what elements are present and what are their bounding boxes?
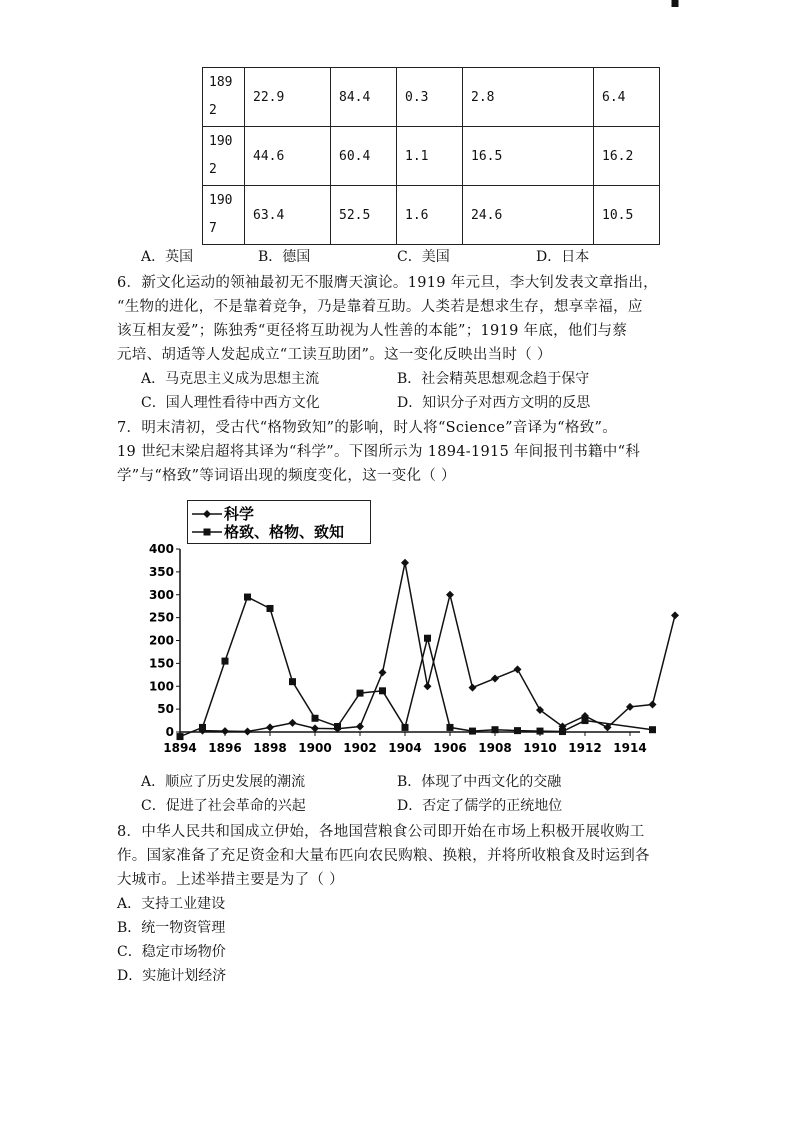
data-point-square (582, 717, 589, 724)
table-cell: 1.1 (397, 127, 463, 186)
data-point-square (649, 726, 656, 733)
data-point-diamond (379, 669, 387, 677)
data-point-diamond (221, 727, 229, 735)
data-point-square (402, 724, 409, 731)
q6-stem-line4: 元培、胡适等人发起成立“工读互助团”。这一变化反映出当时（ ） (117, 347, 552, 363)
table-cell: 63.4 (245, 186, 331, 245)
data-point-diamond (356, 723, 364, 731)
data-point-square (379, 687, 386, 694)
table-cell: 190 7 (203, 186, 245, 245)
series-line-1 (203, 563, 676, 732)
data-point-diamond (289, 719, 297, 727)
table-cell: 60.4 (331, 127, 397, 186)
data-point-diamond (491, 674, 499, 682)
y-tick-label: 200 (148, 633, 174, 648)
data-point-square (289, 678, 296, 685)
data-point-square (267, 605, 274, 612)
data-point-square (199, 724, 206, 731)
table-cell: 189 2 (203, 68, 245, 127)
q8-option-b[interactable]: B．统一物资管理 (117, 920, 226, 936)
data-point-square (514, 727, 521, 734)
q7-option-d[interactable]: D．否定了儒学的正统地位 (397, 798, 563, 814)
data-point-square (537, 728, 544, 735)
data-point-diamond (311, 724, 319, 732)
q8-option-a[interactable]: A．支持工业建设 (117, 896, 226, 912)
data-point-square (244, 594, 251, 601)
data-point-square (334, 723, 341, 730)
table-cell: 52.5 (331, 186, 397, 245)
x-tick-label: 1896 (208, 741, 242, 755)
q5-option-b[interactable]: B．德国 (258, 249, 311, 265)
data-point-square (469, 728, 476, 735)
data-point-square (492, 726, 499, 733)
q6-stem-line1: 6．新文化运动的领袖最初无不服膺天演论。1919 年元旦，李大钊发表文章指出， (117, 275, 658, 291)
x-tick-label: 1910 (523, 741, 557, 755)
data-point-diamond (424, 682, 432, 690)
q6-option-a[interactable]: A．马克思主义成为思想主流 (141, 371, 320, 387)
y-tick-label: 100 (148, 679, 174, 694)
x-tick-label: 1906 (433, 741, 467, 755)
table-cell: 84.4 (331, 68, 397, 127)
y-tick-label: 350 (148, 564, 174, 579)
table-cell: 44.6 (245, 127, 331, 186)
x-tick-label: 1912 (568, 741, 602, 755)
data-point-square (447, 724, 454, 731)
q5-option-c[interactable]: C．美国 (397, 249, 450, 265)
data-point-square (559, 728, 566, 735)
data-point-diamond (244, 728, 252, 736)
x-tick-label: 1908 (478, 741, 512, 755)
data-point-square (672, 0, 679, 7)
q6-option-c[interactable]: C．国人理性看待中西方文化 (141, 395, 320, 411)
table-cell: 6.4 (594, 68, 660, 127)
q8-stem-line1: 8．中华人民共和国成立伊始，各地国营粮食公司即开始在市场上积极开展收购工 (117, 824, 645, 840)
table-cell: 2.8 (463, 68, 594, 127)
table-cell: 22.9 (245, 68, 331, 127)
q7-stem-line1: 7．明末清初，受古代“格物致知”的影响，时人将“Science”音译为“格致”。 (117, 420, 618, 436)
q5-option-d[interactable]: D．日本 (536, 249, 590, 265)
q6-option-d[interactable]: D．知识分子对西方文明的反思 (397, 395, 591, 411)
table-cell: 24.6 (463, 186, 594, 245)
q8-stem-line3: 大城市。上述举措主要是为了（ ） (117, 872, 344, 888)
table-cell: 16.5 (463, 127, 594, 186)
q7-option-c[interactable]: C．促进了社会革命的兴起 (141, 798, 306, 814)
data-point-diamond (446, 591, 454, 599)
y-tick-label: 150 (148, 656, 174, 671)
y-tick-label: 0 (165, 725, 174, 739)
x-tick-label: 1902 (343, 741, 377, 755)
q7-option-a[interactable]: A．顺应了历史发展的潮流 (141, 774, 306, 790)
table-cell: 0.3 (397, 68, 463, 127)
x-tick-label: 1900 (298, 741, 332, 755)
q8-option-d[interactable]: D．实施计划经济 (117, 968, 227, 984)
q6-stem-line2: “生物的进化，不是靠着竞争，乃是靠着互助。人类若是想求生存，想享幸福，应 (117, 299, 643, 315)
q7-stem-line2: 19 世纪末梁启超将其译为“科学”。下图所示为 1894-1915 年间报刊书籍中“科 (117, 444, 641, 460)
data-point-diamond (649, 701, 657, 709)
x-tick-label: 1894 (163, 741, 197, 755)
data-point-diamond (671, 611, 679, 619)
data-point-diamond (266, 723, 274, 731)
legend-marker-diamond (203, 510, 211, 518)
q6-option-b[interactable]: B．社会精英思想观念趋于保守 (397, 371, 590, 387)
table-cell: 1.6 (397, 186, 463, 245)
q6-stem-line3: 该互相友爱”；陈独秀“更径将互助视为人性善的本能”；1919 年底，他们与蔡 (117, 323, 628, 339)
data-point-square (222, 658, 229, 665)
table-cell: 190 2 (203, 127, 245, 186)
data-point-diamond (401, 559, 409, 567)
legend-marker-square (204, 529, 211, 536)
y-tick-label: 300 (148, 587, 174, 602)
data-point-diamond (469, 684, 477, 692)
q8-option-c[interactable]: C．稳定市场物价 (117, 944, 226, 960)
q5-option-a[interactable]: A．英国 (141, 249, 194, 265)
data-point-square (424, 635, 431, 642)
q8-stem-line2: 作。国家准备了充足资金和大量布匹向农民购粮、换粮，并将所收粮食及时运到各 (117, 848, 650, 864)
legend-label: 格致、格物、致知 (224, 523, 345, 541)
x-tick-label: 1898 (253, 741, 287, 755)
data-point-square (177, 733, 184, 740)
y-tick-label: 400 (148, 542, 174, 556)
legend-label: 科学 (224, 505, 255, 523)
data-point-square (357, 690, 364, 697)
table-cell: 10.5 (594, 186, 660, 245)
q7-option-b[interactable]: B．体现了中西文化的交融 (397, 774, 562, 790)
x-tick-label: 1914 (613, 741, 647, 755)
y-tick-label: 250 (148, 610, 174, 625)
x-tick-label: 1904 (388, 741, 422, 755)
y-tick-label: 50 (157, 702, 174, 717)
table-cell: 16.2 (594, 127, 660, 186)
data-point-diamond (514, 665, 522, 673)
data-point-square (312, 715, 319, 722)
q7-stem-line3: 学”与“格致”等词语出现的频度变化，这一变化（ ） (117, 468, 456, 484)
